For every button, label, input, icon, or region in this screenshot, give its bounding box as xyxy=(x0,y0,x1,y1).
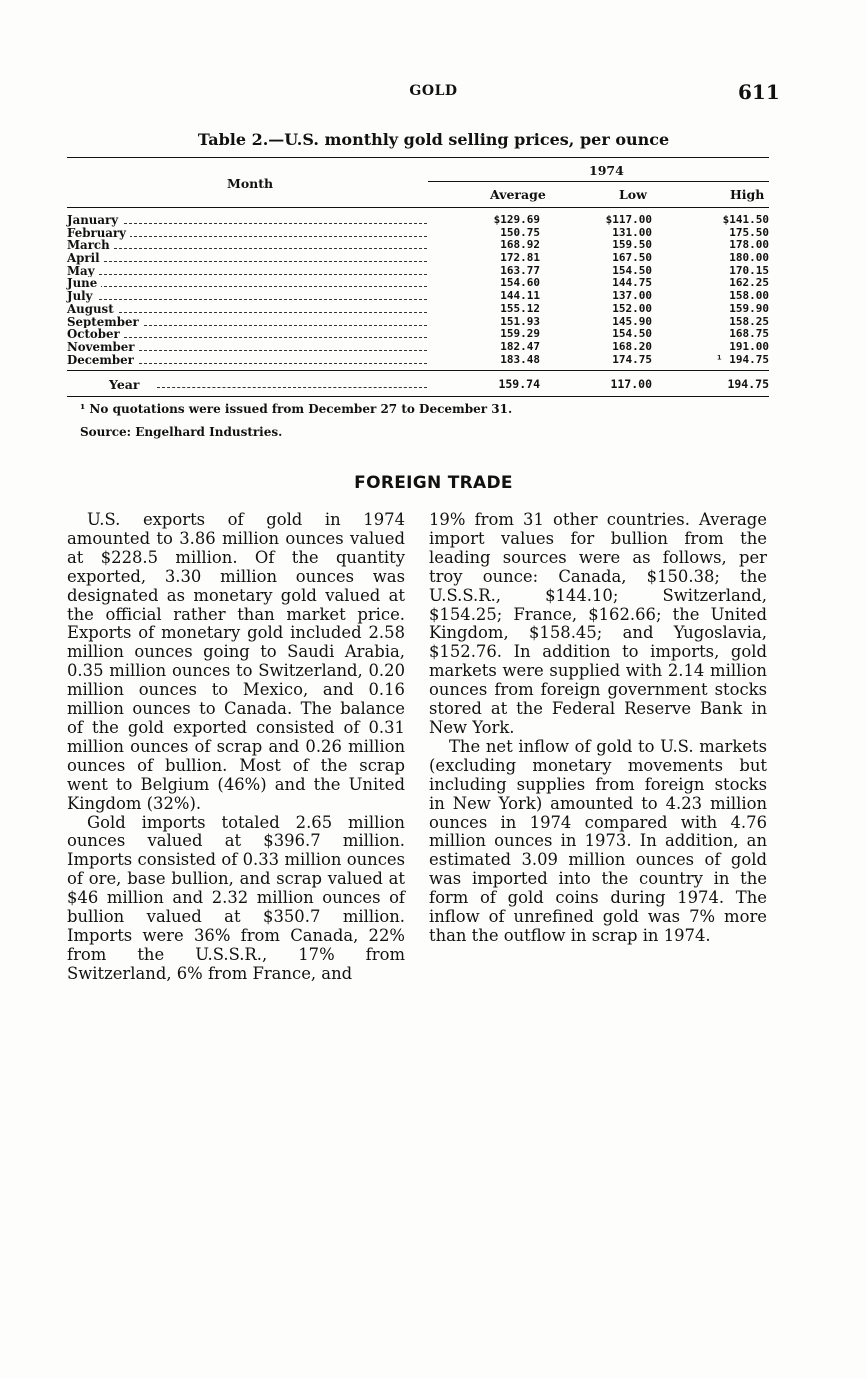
low-cell: 145.90 xyxy=(612,314,652,328)
high-cell: 162.25 xyxy=(729,276,769,290)
high-cell: $141.50 xyxy=(722,213,769,226)
paragraph-imports-continued: 19% from 31 other countries. Average import values for bullion from the leading sources were as follows, per troy ounce: Canada, $150.38; the U.S.S.R., $144.10; Switzerland, $154.25; France, $162.66; the United Kingdom, $158.45; and Yugoslavia, $152.76. In addition to imports, gold markets were supplied with 2.14 million ounces from foreign government stocks stored at the Federal Reserve Bank in New York. xyxy=(429,510,767,737)
average-column-header: Average xyxy=(490,187,546,202)
year-group-rule xyxy=(428,181,769,182)
table-source: Source: Engelhard Industries. xyxy=(80,425,283,439)
month-cell: June xyxy=(67,277,101,290)
high-cell: 168.75 xyxy=(729,327,769,341)
high-cell: 159.90 xyxy=(729,301,769,315)
table-title: Table 2.—U.S. monthly gold selling prices, per ounce xyxy=(197,130,670,149)
low-cell: $117.00 xyxy=(605,213,652,226)
high-cell: 170.15 xyxy=(729,263,769,277)
average-cell: 151.93 xyxy=(500,314,540,328)
table-row xyxy=(67,290,769,303)
running-title: GOLD xyxy=(409,83,458,99)
low-column-header: Low xyxy=(619,187,647,202)
high-cell: 191.00 xyxy=(729,339,769,353)
header-bottom-rule xyxy=(67,207,769,208)
table-row xyxy=(67,239,769,252)
high-cell: 180.00 xyxy=(729,251,769,265)
low-cell: 174.75 xyxy=(612,352,652,366)
year-high: 194.75 xyxy=(727,377,769,391)
high-cell: 158.00 xyxy=(729,289,769,303)
low-cell: 159.50 xyxy=(612,238,652,252)
low-cell: 144.75 xyxy=(612,276,652,290)
low-cell: 131.00 xyxy=(612,225,652,239)
average-cell: 183.48 xyxy=(500,352,540,366)
month-cell: May xyxy=(67,265,99,278)
table-top-rule xyxy=(67,157,769,158)
year-average: 159.74 xyxy=(498,377,540,391)
low-cell: 154.50 xyxy=(612,327,652,341)
table-row xyxy=(67,252,769,265)
table-footnote: ¹ No quotations were issued from December 27 to December 31. xyxy=(80,402,513,416)
low-cell: 167.50 xyxy=(612,251,652,265)
year-group-header: 1974 xyxy=(589,163,624,178)
month-cell: August xyxy=(67,303,118,316)
table-row xyxy=(67,227,769,240)
table-row xyxy=(67,265,769,278)
average-cell: 159.29 xyxy=(500,327,540,341)
low-cell: 154.50 xyxy=(612,263,652,277)
high-cell: ¹ 194.75 xyxy=(716,352,769,366)
table-bottom-rule xyxy=(67,396,769,397)
total-row xyxy=(67,377,769,391)
section-heading: FOREIGN TRADE xyxy=(354,473,513,493)
high-column-header: High xyxy=(730,187,765,202)
average-cell: 150.75 xyxy=(500,225,540,239)
year-label: Year xyxy=(109,377,143,392)
month-cell: September xyxy=(67,316,143,329)
table-row xyxy=(67,328,769,341)
month-cell: December xyxy=(67,354,138,367)
month-cell: March xyxy=(67,239,114,252)
body-bottom-rule xyxy=(67,370,769,371)
table-row xyxy=(67,316,769,329)
high-cell: 178.00 xyxy=(729,238,769,252)
paragraph-net-inflow: The net inflow of gold to U.S. markets (excluding monetary movements but including supplies from foreign stocks in New York) amounted to 4.23 million ounces in 1974 compared with 4.76 million ounces in 1973. In addition, an estimated 3.09 million ounces of gold was imported into the country in the form of gold coins during 1974. The inflow of unrefined gold was 7% more than the outflow in scrap in 1974. xyxy=(429,736,767,945)
high-cell: 175.50 xyxy=(729,225,769,239)
table-row xyxy=(67,303,769,316)
average-cell: 154.60 xyxy=(500,276,540,290)
month-cell: January xyxy=(67,214,122,227)
table-row xyxy=(67,214,769,227)
month-cell: July xyxy=(67,290,97,303)
month-cell: October xyxy=(67,328,124,341)
table-body xyxy=(67,214,769,366)
low-cell: 152.00 xyxy=(612,301,652,315)
year-low: 117.00 xyxy=(610,377,652,391)
low-cell: 168.20 xyxy=(612,339,652,353)
paragraph-imports: Gold imports totaled 2.65 million ounces valued at $396.7 million. Imports consisted of 0.33 million ounces of ore, base bullion, and scrap valued at $46 million and 2.32 million ounces of bullion valued at $350.7 million. Imports were 36% from Canada, 22% from the U.S.S.R., 17% from Switzerland, 6% from France, and xyxy=(67,812,405,983)
average-cell: 144.11 xyxy=(500,289,540,303)
average-cell: 172.81 xyxy=(500,251,540,265)
low-cell: 137.00 xyxy=(612,289,652,303)
month-cell: April xyxy=(67,252,104,265)
month-cell: November xyxy=(67,341,138,354)
month-column-header: Month xyxy=(227,176,274,191)
table-row xyxy=(67,354,769,367)
high-cell: 158.25 xyxy=(729,314,769,328)
average-cell: 168.92 xyxy=(500,238,540,252)
page-number: 611 xyxy=(738,80,780,104)
table-row xyxy=(67,277,769,290)
table-row xyxy=(67,341,769,354)
paragraph-exports: U.S. exports of gold in 1974 amounted to 3.86 million ounces valued at $228.5 million. Of the quantity exported, 3.30 million ounces was designated as monetary gold valued at the official rather than market price. Exports of monetary gold included 2.58 million ounces going to Saudi Arabia, 0.35 million ounces to Switzerland, 0.20 million ounces to Mexico, and 0.16 million ounces to Canada. The balance of the gold exported consisted of 0.31 million ounces of scrap and 0.26 million ounces of bullion. Most of the scrap went to Belgium (46%) and the United Kingdom (32%). xyxy=(67,510,405,813)
average-cell: $129.69 xyxy=(493,213,540,226)
average-cell: 163.77 xyxy=(500,263,540,277)
month-cell: February xyxy=(67,227,130,240)
left-text-column xyxy=(67,511,405,984)
average-cell: 155.12 xyxy=(500,301,540,315)
average-cell: 182.47 xyxy=(500,339,540,353)
right-text-column xyxy=(429,511,767,946)
